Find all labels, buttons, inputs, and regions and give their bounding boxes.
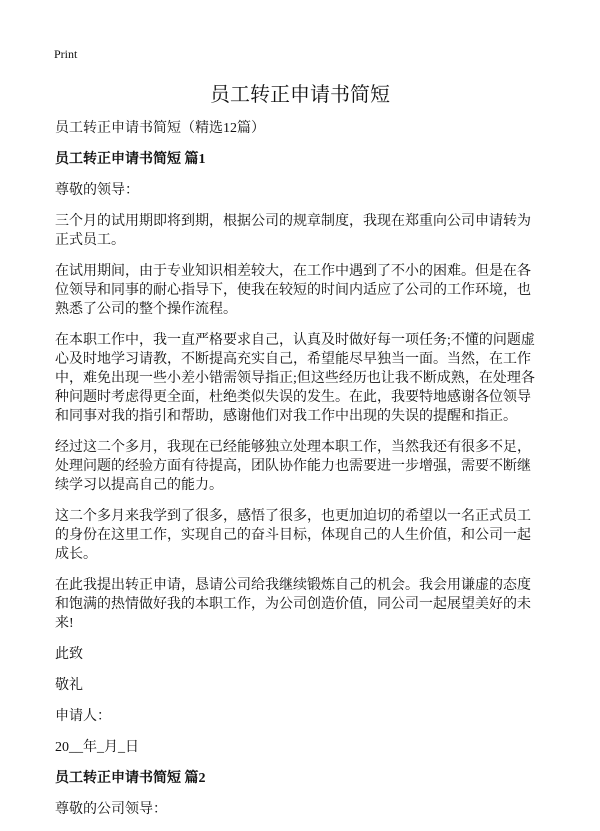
applicant-label: 申请人： [55,709,111,724]
print-link[interactable]: Print [54,47,78,61]
salutation: 尊敬的领导： [55,183,139,198]
section-heading-1: 员工转正申请书简短 篇1 [55,152,206,167]
closing-line: 此致 [55,647,83,662]
paragraph: 在试用期间，由于专业知识相差较大，在工作中遇到了不小的困难。但是在各位领导和同事的耐心指导下，使我在较短的时间内适应了公司的工作环境，也熟悉了公司的整个操作流程。 [55,264,531,317]
paragraph: 在本职工作中，我一直严格要求自己，认真及时做好每一项任务;不懂的问题虚心及时地学习请教，不断提高充实自己，希望能尽早独当一面。当然，在工作中，难免出现一些小差小错需领导指正;但这些经历也让我不断成熟，在处理各种问题时考虑得更全面，杜绝类似失误的发生。在此，我要特地感谢各位领导和同事对我的指引和帮助，感谢他们对我工作中出现的失误的提醒和指正。 [55,333,535,424]
paragraph: 经过这二个多月，我现在已经能够独立处理本职工作，当然我还有很多不足，处理问题的经验方面有待提高，团队协作能力也需要进一步增强，需要不断继续学习以提高自己的能力。 [55,440,531,493]
section-heading-2: 员工转正申请书简短 篇2 [55,771,206,786]
paragraph: 这二个多月来我学到了很多，感悟了很多，也更加迫切的希望以一名正式员工的身份在这里工作，实现自己的奋斗目标，体现自己的人生价值，和公司一起成长。 [55,509,531,562]
paragraph: 在此我提出转正申请，恳请公司给我继续锻炼自己的机会。我会用谦虚的态度和饱满的热情做好我的本职工作，为公司创造价值，同公司一起展望美好的未来! [55,578,531,631]
paragraph: 三个月的试用期即将到期，根据公司的规章制度，我现在郑重向公司申请转为正式员工。 [55,214,531,248]
date-line: 20__年_月_日 [55,740,139,755]
closing-line: 敬礼 [55,678,83,693]
page-title: 员工转正申请书简短 [210,84,390,106]
document-body [55,119,535,831]
document-subtitle: 员工转正申请书简短（精选12篇） [55,121,265,136]
salutation: 尊敬的公司领导： [55,802,167,817]
